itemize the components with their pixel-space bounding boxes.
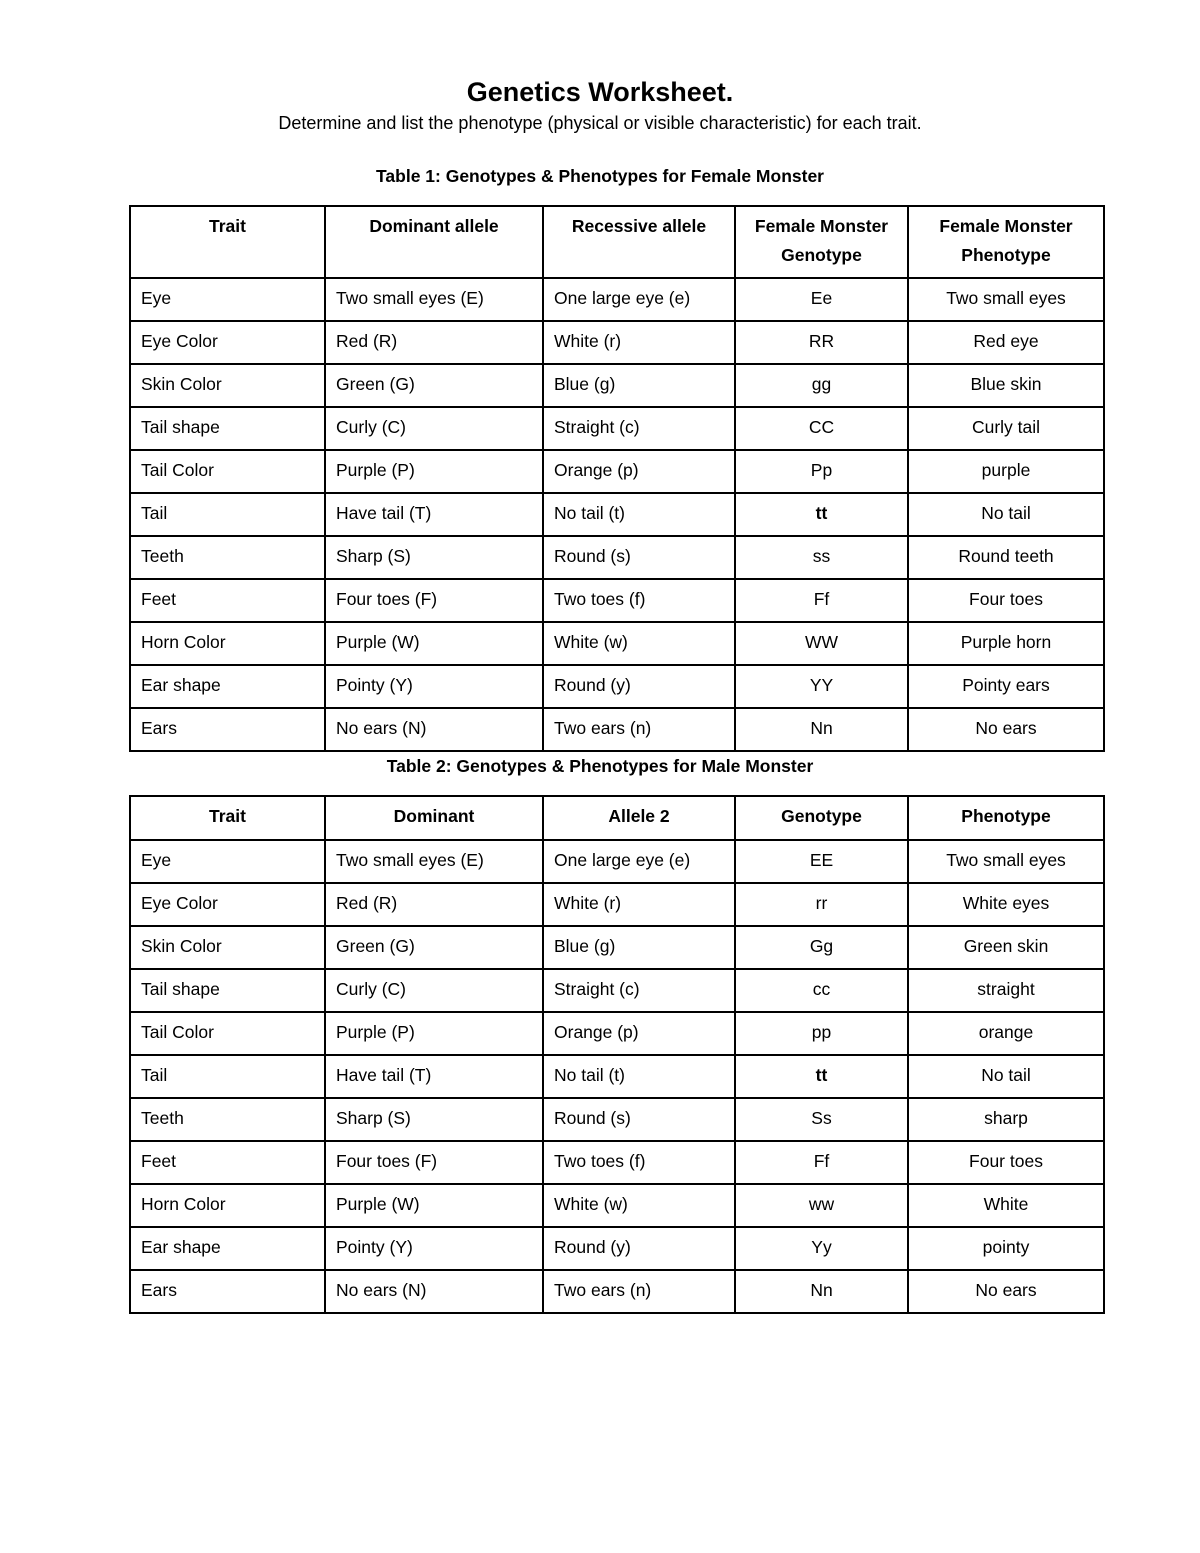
- cell-dominant: Green (G): [325, 364, 543, 407]
- cell-phenotype: orange: [908, 1012, 1104, 1055]
- cell-recessive: Two ears (n): [543, 708, 735, 751]
- cell-genotype: Ee: [735, 278, 908, 321]
- cell-genotype: Nn: [735, 708, 908, 751]
- cell-trait: Eye: [130, 840, 325, 883]
- header-female-genotype-line1: Female Monster: [754, 216, 889, 236]
- cell-recessive: Two toes (f): [543, 1141, 735, 1184]
- cell-phenotype: Two small eyes: [908, 278, 1104, 321]
- table-row: [130, 1184, 1104, 1227]
- cell-genotype: gg: [735, 364, 908, 407]
- cell-recessive: Round (s): [543, 1098, 735, 1141]
- cell-trait: Tail Color: [130, 450, 325, 493]
- table-row: [130, 364, 1104, 407]
- cell-dominant: Sharp (S): [325, 1098, 543, 1141]
- cell-dominant: Four toes (F): [325, 1141, 543, 1184]
- cell-phenotype: No ears: [908, 1270, 1104, 1313]
- cell-trait: Tail shape: [130, 969, 325, 1012]
- cell-recessive: Round (y): [543, 1227, 735, 1270]
- cell-dominant: Purple (W): [325, 622, 543, 665]
- cell-trait: Feet: [130, 579, 325, 622]
- table-row: [130, 883, 1104, 926]
- cell-trait: Tail shape: [130, 407, 325, 450]
- cell-trait: Ears: [130, 1270, 325, 1313]
- table-row: [130, 1012, 1104, 1055]
- table-row: [130, 579, 1104, 622]
- cell-genotype: YY: [735, 665, 908, 708]
- cell-genotype: tt: [735, 493, 908, 536]
- cell-phenotype: straight: [908, 969, 1104, 1012]
- cell-trait: Teeth: [130, 536, 325, 579]
- table-row: [130, 1055, 1104, 1098]
- cell-recessive: White (r): [543, 883, 735, 926]
- cell-trait: Tail: [130, 493, 325, 536]
- cell-trait: Feet: [130, 1141, 325, 1184]
- cell-recessive: Round (y): [543, 665, 735, 708]
- table1-caption: Table 1: Genotypes & Phenotypes for Female Monster: [376, 166, 824, 186]
- cell-phenotype: sharp: [908, 1098, 1104, 1141]
- cell-trait: Skin Color: [130, 926, 325, 969]
- header-dominant-allele: Dominant allele: [325, 206, 543, 278]
- header-female-phenotype: [908, 206, 1104, 278]
- cell-recessive: No tail (t): [543, 1055, 735, 1098]
- cell-recessive: White (r): [543, 321, 735, 364]
- cell-genotype: Ff: [735, 579, 908, 622]
- cell-trait: Eye: [130, 278, 325, 321]
- table2-body: [130, 840, 1104, 1313]
- cell-genotype: ss: [735, 536, 908, 579]
- cell-phenotype: Round teeth: [908, 536, 1104, 579]
- cell-dominant: Purple (P): [325, 1012, 543, 1055]
- table-row: [130, 1227, 1104, 1270]
- cell-recessive: Blue (g): [543, 926, 735, 969]
- cell-dominant: Pointy (Y): [325, 1227, 543, 1270]
- cell-genotype: Yy: [735, 1227, 908, 1270]
- cell-dominant: Four toes (F): [325, 579, 543, 622]
- cell-recessive: Orange (p): [543, 450, 735, 493]
- instructions: Determine and list the phenotype (physical or visible characteristic) for each trait.: [278, 113, 922, 133]
- cell-dominant: Purple (P): [325, 450, 543, 493]
- cell-recessive: Two ears (n): [543, 1270, 735, 1313]
- table-row: [130, 407, 1104, 450]
- cell-recessive: Straight (c): [543, 407, 735, 450]
- cell-trait: Eye Color: [130, 321, 325, 364]
- table2-caption: Table 2: Genotypes & Phenotypes for Male Monster: [386, 756, 814, 776]
- cell-genotype: WW: [735, 622, 908, 665]
- cell-trait: Tail: [130, 1055, 325, 1098]
- table-row: [130, 926, 1104, 969]
- cell-trait: Ear shape: [130, 1227, 325, 1270]
- header-recessive-allele: Recessive allele: [543, 206, 735, 278]
- table-row: [130, 1270, 1104, 1313]
- cell-phenotype: No tail: [908, 1055, 1104, 1098]
- cell-dominant: Curly (C): [325, 969, 543, 1012]
- header-female-genotype-line2: Genotype: [781, 245, 862, 265]
- header-phenotype: Phenotype: [908, 796, 1104, 840]
- cell-phenotype: White eyes: [908, 883, 1104, 926]
- cell-trait: Ear shape: [130, 665, 325, 708]
- table-row: [130, 708, 1104, 751]
- cell-phenotype: Blue skin: [908, 364, 1104, 407]
- cell-recessive: One large eye (e): [543, 278, 735, 321]
- cell-trait: Horn Color: [130, 1184, 325, 1227]
- cell-trait: Eye Color: [130, 883, 325, 926]
- cell-trait: Teeth: [130, 1098, 325, 1141]
- table1-body: [130, 278, 1104, 751]
- cell-genotype: Pp: [735, 450, 908, 493]
- cell-recessive: No tail (t): [543, 493, 735, 536]
- cell-dominant: Two small eyes (E): [325, 278, 543, 321]
- cell-phenotype: No tail: [908, 493, 1104, 536]
- table-row: [130, 665, 1104, 708]
- cell-recessive: Round (s): [543, 536, 735, 579]
- cell-phenotype: White: [908, 1184, 1104, 1227]
- cell-dominant: No ears (N): [325, 708, 543, 751]
- cell-dominant: Red (R): [325, 883, 543, 926]
- header-female-phenotype-line1: Female Monster: [939, 216, 1073, 236]
- cell-genotype: CC: [735, 407, 908, 450]
- table-row: [130, 536, 1104, 579]
- table-row: [130, 1141, 1104, 1184]
- cell-phenotype: Purple horn: [908, 622, 1104, 665]
- cell-dominant: Curly (C): [325, 407, 543, 450]
- cell-genotype: pp: [735, 1012, 908, 1055]
- table-row: [130, 1098, 1104, 1141]
- header-dominant: Dominant: [325, 796, 543, 840]
- cell-dominant: No ears (N): [325, 1270, 543, 1313]
- cell-phenotype: Four toes: [908, 579, 1104, 622]
- cell-genotype: ww: [735, 1184, 908, 1227]
- cell-dominant: Purple (W): [325, 1184, 543, 1227]
- cell-dominant: Have tail (T): [325, 1055, 543, 1098]
- cell-dominant: Green (G): [325, 926, 543, 969]
- cell-phenotype: pointy: [908, 1227, 1104, 1270]
- header-allele-2: Allele 2: [543, 796, 735, 840]
- cell-phenotype: Red eye: [908, 321, 1104, 364]
- cell-genotype: Ff: [735, 1141, 908, 1184]
- table-row: [130, 278, 1104, 321]
- cell-phenotype: purple: [908, 450, 1104, 493]
- cell-dominant: Have tail (T): [325, 493, 543, 536]
- cell-dominant: Sharp (S): [325, 536, 543, 579]
- table1-header-row: [130, 206, 1104, 278]
- cell-recessive: White (w): [543, 622, 735, 665]
- cell-recessive: Blue (g): [543, 364, 735, 407]
- page-title: Genetics Worksheet.: [466, 77, 734, 107]
- table-row: [130, 450, 1104, 493]
- cell-phenotype: Curly tail: [908, 407, 1104, 450]
- table-row: [130, 321, 1104, 364]
- table-row: [130, 493, 1104, 536]
- cell-phenotype: Two small eyes: [908, 840, 1104, 883]
- cell-genotype: tt: [735, 1055, 908, 1098]
- cell-genotype: EE: [735, 840, 908, 883]
- cell-recessive: Orange (p): [543, 1012, 735, 1055]
- cell-trait: Horn Color: [130, 622, 325, 665]
- cell-dominant: Two small eyes (E): [325, 840, 543, 883]
- header-trait: Trait: [130, 206, 325, 278]
- cell-genotype: Gg: [735, 926, 908, 969]
- male-monster-table: [129, 795, 1105, 1314]
- cell-recessive: White (w): [543, 1184, 735, 1227]
- table-row: [130, 840, 1104, 883]
- cell-phenotype: Green skin: [908, 926, 1104, 969]
- cell-genotype: cc: [735, 969, 908, 1012]
- header-trait: Trait: [130, 796, 325, 840]
- cell-genotype: Ss: [735, 1098, 908, 1141]
- header-genotype: Genotype: [735, 796, 908, 840]
- header-female-genotype: [735, 206, 908, 278]
- cell-recessive: Two toes (f): [543, 579, 735, 622]
- cell-recessive: One large eye (e): [543, 840, 735, 883]
- cell-dominant: Pointy (Y): [325, 665, 543, 708]
- cell-dominant: Red (R): [325, 321, 543, 364]
- cell-recessive: Straight (c): [543, 969, 735, 1012]
- table2-header-row: [130, 796, 1104, 840]
- cell-trait: Ears: [130, 708, 325, 751]
- female-monster-table: [129, 205, 1105, 752]
- cell-trait: Tail Color: [130, 1012, 325, 1055]
- cell-genotype: Nn: [735, 1270, 908, 1313]
- cell-trait: Skin Color: [130, 364, 325, 407]
- table-row: [130, 622, 1104, 665]
- table-row: [130, 969, 1104, 1012]
- cell-phenotype: Four toes: [908, 1141, 1104, 1184]
- cell-genotype: RR: [735, 321, 908, 364]
- header-female-phenotype-line2: Phenotype: [961, 245, 1051, 265]
- cell-phenotype: Pointy ears: [908, 665, 1104, 708]
- cell-genotype: rr: [735, 883, 908, 926]
- cell-phenotype: No ears: [908, 708, 1104, 751]
